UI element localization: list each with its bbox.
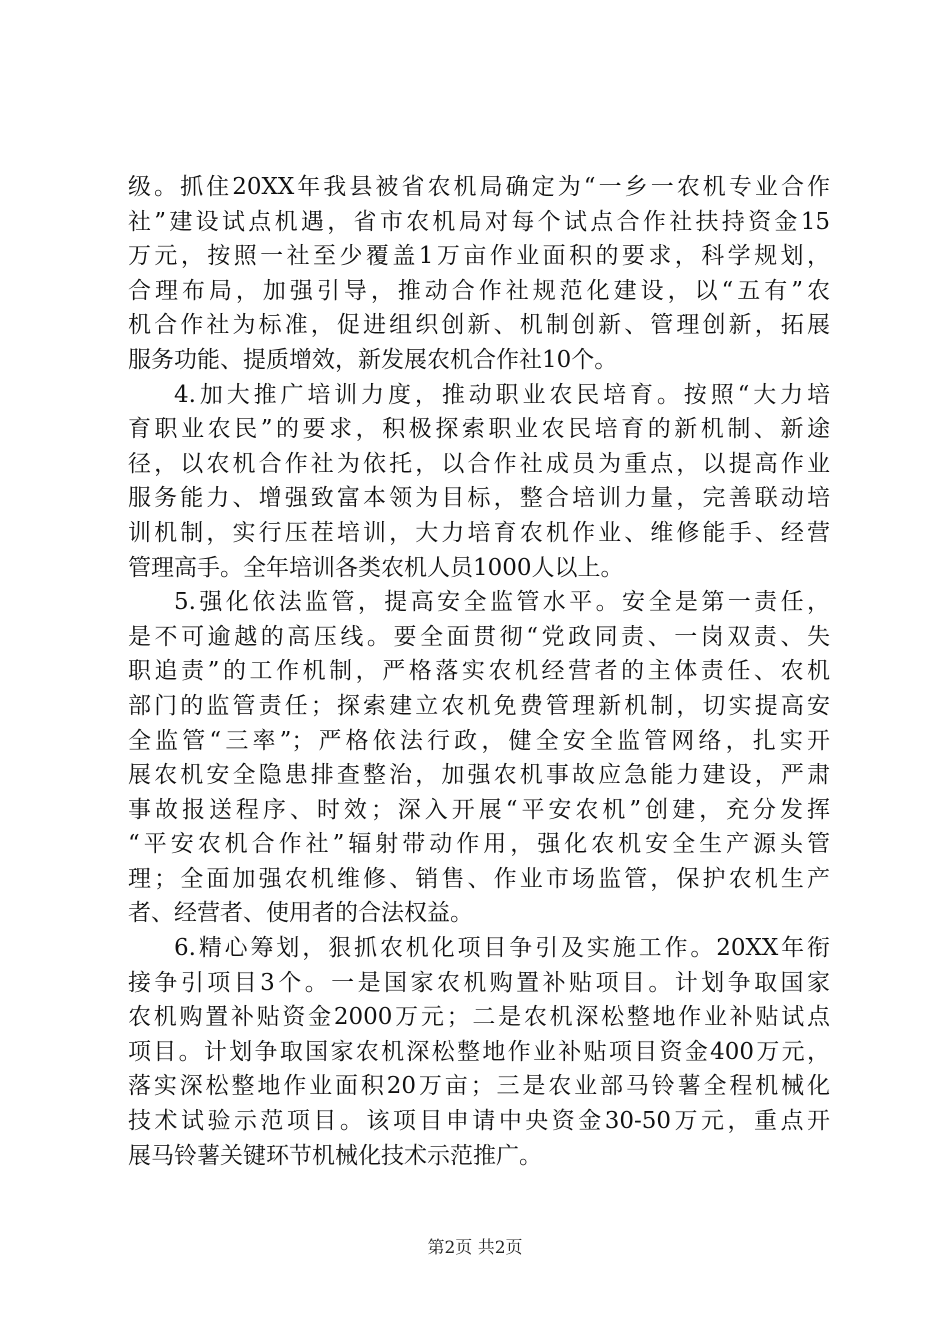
text-line: 万元，按照一社至少覆盖1万亩作业面积的要求，科学规划， (128, 243, 830, 270)
text-line: 项目。计划争取国家农机深松整地作业补贴项目资金400万元， (128, 1038, 830, 1065)
text-line: 机合作社为标准，促进组织创新、机制创新、管理创新，拓展 (128, 312, 830, 339)
text-line: 育职业农民”的要求，积极探索职业农民培育的新机制、新途 (128, 416, 830, 443)
page-footer: 第2页 共2页 (427, 1238, 523, 1258)
text-line: 理；全面加强农机维修、销售、作业市场监管，保护农机生产 (128, 865, 830, 892)
text-line: 训机制，实行压茬培训，大力培育农机作业、维修能手、经营 (128, 519, 830, 546)
text-line: 展马铃薯关键环节机械化技术示范推广。 (128, 1142, 542, 1169)
text-line: 者、经营者、使用者的合法权益。 (128, 900, 473, 927)
text-line: 管理高手。全年培训各类农机人员1000人以上。 (128, 554, 624, 581)
body-text (128, 170, 830, 1173)
text-line: 展农机安全隐患排查整治，加强农机事故应急能力建设，严肃 (128, 762, 830, 789)
text-line: 落实深松整地作业面积20万亩；三是农业部马铃薯全程机械化 (128, 1073, 830, 1100)
text-line: 5.强化依法监管，提高安全监管水平。安全是第一责任， (174, 589, 830, 616)
text-line: 合理布局，加强引导，推动合作社规范化建设，以“五有”农 (128, 277, 830, 304)
text-line: 是不可逾越的高压线。要全面贯彻“党政同责、一岗双责、失 (128, 623, 830, 650)
text-line: 6.精心筹划，狠抓农机化项目争引及实施工作。20XX年衔 (174, 935, 830, 962)
text-line: 农机购置补贴资金2000万元；二是农机深松整地作业补贴试点 (128, 1004, 830, 1031)
text-line: 部门的监管责任；探索建立农机免费管理新机制，切实提高安 (128, 692, 830, 719)
text-line: 服务功能、提质增效，新发展农机合作社10个。 (128, 346, 618, 373)
text-line: 级。抓住20XX年我县被省农机局确定为“一乡一农机专业合作 (128, 174, 830, 200)
text-line: “平安农机合作社”辐射带动作用，强化农机安全生产源头管 (128, 831, 830, 858)
text-line: 事故报送程序、时效；深入开展“平安农机”创建，充分发挥 (128, 796, 830, 823)
text-line: 技术试验示范项目。该项目申请中央资金30-50万元，重点开 (128, 1108, 830, 1135)
text-line: 社”建设试点机遇，省市农机局对每个试点合作社扶持资金15 (128, 208, 830, 235)
text-line: 径，以农机合作社为依托，以合作社成员为重点，以提高作业 (128, 450, 830, 477)
text-line: 4.加大推广培训力度，推动职业农民培育。按照“大力培 (174, 381, 830, 408)
text-line: 服务能力、增强致富本领为目标，整合培训力量，完善联动培 (128, 485, 830, 512)
text-line: 全监管“三率”；严格依法行政，健全安全监管网络，扎实开 (128, 727, 830, 754)
text-line: 接争引项目3个。一是国家农机购置补贴项目。计划争取国家 (128, 969, 830, 996)
text-line: 职追责”的工作机制，严格落实农机经营者的主体责任、农机 (128, 658, 830, 685)
